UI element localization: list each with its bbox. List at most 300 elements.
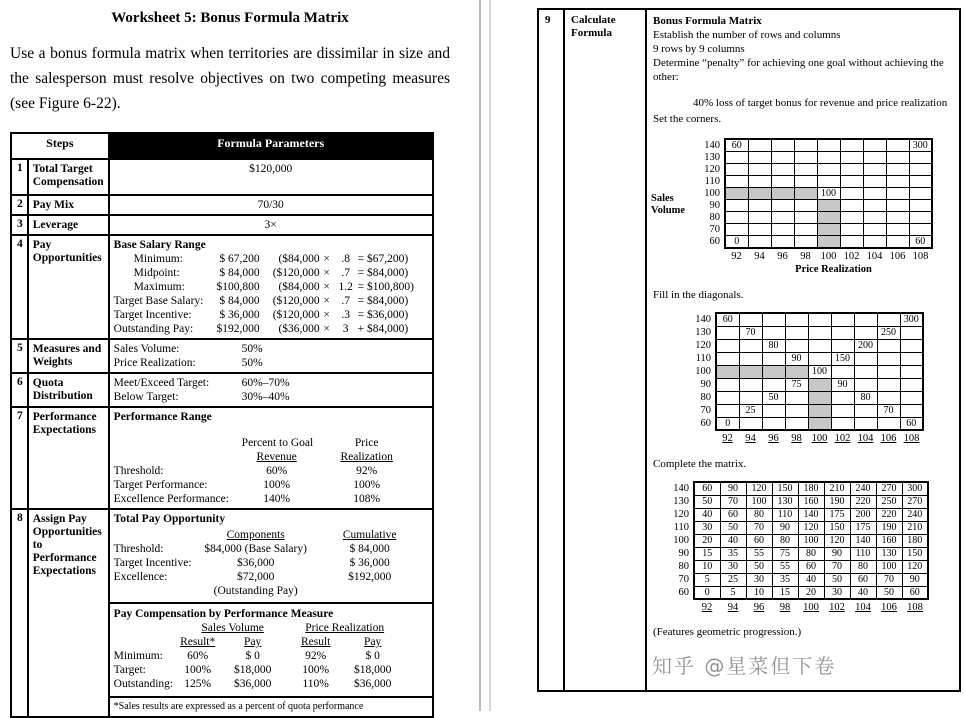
matrix-cell: 50	[720, 521, 746, 534]
formula-label: Maximum:	[133, 281, 185, 293]
matrix-cell: 270	[902, 495, 928, 508]
matrix-cell	[900, 339, 923, 352]
matrix-cell: 60	[798, 560, 824, 573]
matrix-cell: 150	[831, 352, 854, 365]
instruction-line: Determine “penalty” for achieving one goal without achieving the other:	[653, 57, 944, 83]
matrix-cell	[748, 212, 771, 224]
matrix-cell: 60	[716, 313, 739, 326]
formula-open-paren: ($84,000	[278, 281, 320, 293]
step-number: 4	[11, 235, 28, 339]
value: 100%	[184, 664, 212, 676]
matrix-cell	[785, 404, 808, 417]
matrix-cell: 180	[798, 482, 824, 495]
value: 100%	[353, 479, 381, 491]
matrix-cell: 60	[746, 534, 772, 547]
matrix-cell	[762, 365, 785, 378]
bonus-matrix-diagonals	[690, 312, 953, 444]
matrix-cell	[900, 378, 923, 391]
matrix-cell	[831, 326, 854, 339]
matrix-cell	[877, 417, 900, 430]
multiply-sign: ×	[323, 323, 330, 335]
matrix-cell	[785, 391, 808, 404]
matrix-cell	[771, 212, 794, 224]
matrix-cell: 75	[785, 378, 808, 391]
step-name: Pay Opportunities	[28, 235, 109, 339]
formula-factor: 3	[342, 323, 349, 335]
pay-compensation-line	[114, 663, 428, 677]
performance-range-heading: Performance Range	[113, 411, 212, 423]
matrix-row-label: 100	[695, 366, 711, 377]
multiply-sign: ×	[323, 267, 330, 279]
matrix-cell: 270	[876, 482, 902, 495]
row-label: Minimum:	[113, 650, 163, 662]
matrix-cell	[886, 176, 909, 188]
matrix-row-label: 80	[678, 561, 689, 572]
matrix-cell	[725, 152, 748, 164]
matrix-cell	[886, 200, 909, 212]
matrix-cell: 70	[877, 404, 900, 417]
matrix-cell	[877, 378, 900, 391]
measure-lines	[114, 342, 428, 370]
matrix-row-label: 110	[673, 522, 689, 533]
step-4-detail	[109, 235, 433, 339]
matrix-cell	[900, 404, 923, 417]
matrix-cell: 100	[876, 560, 902, 573]
matrix-cell: 90	[772, 521, 798, 534]
matrix-cell	[716, 378, 739, 391]
step-number: 9	[538, 9, 564, 691]
formula-amount: $ 67,200	[219, 253, 260, 265]
matrix-row-label: 140	[704, 139, 720, 151]
matrix-cell: 240	[902, 508, 928, 521]
matrix-cell	[854, 352, 877, 365]
measure-label: Sales Volume:	[113, 343, 180, 355]
value: 92%	[356, 465, 378, 477]
table-header-row	[11, 133, 433, 159]
pay-compensation-line	[114, 677, 428, 691]
row-label: Outstanding:	[113, 678, 174, 690]
matrix-cell	[739, 313, 762, 326]
matrix-cell	[794, 200, 817, 212]
matrix-cell	[716, 365, 739, 378]
matrix-cell: 55	[746, 547, 772, 560]
pay-opportunity-line	[114, 584, 428, 598]
matrix-cell: 80	[762, 339, 785, 352]
matrix-cell: 80	[850, 560, 876, 573]
formula-amount: $ 36,000	[219, 309, 260, 321]
col-header: Realization	[340, 451, 393, 463]
matrix-cell: 80	[746, 508, 772, 521]
matrix-cell	[716, 391, 739, 404]
value: (Outstanding Pay)	[213, 585, 298, 597]
bonus-formula-matrix-title: Bonus Formula Matrix	[653, 15, 762, 27]
matrix-cell: 90	[902, 573, 928, 586]
matrix-cell: 130	[876, 547, 902, 560]
matrix-col-label: 102	[843, 251, 860, 262]
sub-header: Result	[300, 636, 331, 648]
matrix-cell	[863, 164, 886, 176]
matrix-cell	[817, 200, 840, 212]
matrix-cell	[817, 176, 840, 188]
matrix-cell	[725, 212, 748, 224]
formula-open-paren: ($120,000	[272, 295, 320, 307]
row-label: Threshold:	[113, 543, 164, 555]
matrix-col-label: 96	[753, 602, 765, 613]
matrix-cell: 180	[902, 534, 928, 547]
performance-lines	[114, 464, 428, 506]
col-header: Revenue	[256, 451, 297, 463]
matrix-cell: 90	[831, 378, 854, 391]
matrix-col-label: 100	[811, 433, 828, 444]
matrix-cell: 210	[902, 521, 928, 534]
matrix-cell	[900, 326, 923, 339]
group-header: Price Realization	[305, 622, 385, 634]
sub-header-row	[114, 635, 428, 649]
performance-header-top	[114, 436, 428, 450]
matrix-col-label: 100	[820, 251, 837, 262]
matrix-cell	[785, 326, 808, 339]
left-page	[10, 10, 450, 718]
matrix-cell: 0	[694, 586, 720, 599]
matrix-cell	[840, 224, 863, 236]
formula-factor: .8	[341, 253, 350, 265]
matrix-cell	[771, 164, 794, 176]
formula-label: Minimum:	[133, 253, 183, 265]
y-axis-label: Sales Volume	[651, 193, 686, 216]
matrix-cell	[817, 152, 840, 164]
matrix-cell	[762, 404, 785, 417]
multiply-sign: ×	[323, 295, 330, 307]
matrix-col-label: 108	[907, 602, 923, 613]
matrix-caption: (Features geometric progression.)	[653, 626, 802, 638]
matrix-cell: 90	[720, 482, 746, 495]
matrix-cell	[748, 152, 771, 164]
matrix-cell	[863, 152, 886, 164]
matrix-cell	[771, 188, 794, 200]
formula-label: Target Base Salary:	[113, 295, 204, 307]
matrix-row-label: 60	[700, 418, 711, 429]
matrix-cell	[817, 236, 840, 249]
matrix-cell	[831, 339, 854, 352]
matrix-cell: 40	[720, 534, 746, 547]
right-page	[537, 8, 961, 692]
formula-line	[114, 280, 428, 294]
bonus-matrix-complete	[668, 481, 953, 613]
matrix-cell	[771, 236, 794, 249]
matrix-cell	[808, 378, 831, 391]
pay-compensation-heading: Pay Compensation by Performance Measure	[113, 608, 334, 620]
value: $36,000	[233, 678, 272, 690]
total-pay-opportunity-heading: Total Pay Opportunity	[113, 513, 226, 525]
matrix-cell	[771, 176, 794, 188]
matrix-cell	[739, 352, 762, 365]
matrix-cell: 40	[694, 508, 720, 521]
matrix-cell	[831, 417, 854, 430]
formula-factor: .3	[341, 309, 350, 321]
matrix-cell: 150	[824, 521, 850, 534]
col-header: Price	[354, 437, 379, 449]
matrix-cell	[794, 152, 817, 164]
pay-opportunity-header	[114, 528, 428, 542]
step-name: Leverage	[28, 215, 109, 235]
value: $ 0	[365, 650, 380, 662]
step-number: 3	[11, 215, 28, 235]
matrix-col-label: 100	[803, 602, 819, 613]
formula-result: = $67,200)	[357, 253, 409, 265]
matrix-cell	[794, 188, 817, 200]
matrix-cell: 175	[850, 521, 876, 534]
matrix-cell: 200	[850, 508, 876, 521]
formula-line	[114, 252, 428, 266]
matrix-cell	[748, 176, 771, 188]
pay-opportunity-line	[114, 556, 428, 570]
formula-amount: $192,000	[216, 323, 260, 335]
matrix-cell: 40	[798, 573, 824, 586]
step-number: 1	[11, 159, 28, 195]
matrix-cell	[840, 212, 863, 224]
formula-lines	[114, 252, 428, 336]
matrix-cell	[854, 313, 877, 326]
sub-header: Pay	[244, 636, 262, 648]
matrix-cell: 300	[900, 313, 923, 326]
row-label: Target Performance:	[113, 479, 208, 491]
matrix-cell: 75	[772, 547, 798, 560]
matrix-cell: 70	[739, 326, 762, 339]
matrix-cell	[762, 417, 785, 430]
matrix-row-label: 120	[673, 509, 689, 520]
matrix-cell	[739, 365, 762, 378]
steps-header: Steps	[11, 133, 109, 159]
matrix-cell: 120	[902, 560, 928, 573]
matrix-cell	[840, 164, 863, 176]
formula-factor: .7	[341, 295, 350, 307]
matrix-cell: 120	[798, 521, 824, 534]
matrix-cell: 25	[739, 404, 762, 417]
table-row-3	[11, 215, 433, 235]
matrix-col-label: 96	[777, 251, 788, 262]
matrix-row-label: 120	[704, 164, 720, 175]
matrix-cell: 70	[876, 573, 902, 586]
matrix-row-label: 120	[695, 340, 711, 351]
matrix-cell	[725, 176, 748, 188]
base-salary-range-heading: Base Salary Range	[113, 239, 206, 251]
matrix-cell: 5	[694, 573, 720, 586]
value: 60%	[266, 465, 288, 477]
matrix-diagonals-block	[690, 312, 953, 444]
row-label: Target:	[113, 664, 146, 676]
pay-compensation-section	[110, 602, 432, 691]
value: $36,000	[236, 557, 275, 569]
matrix-cell: 175	[824, 508, 850, 521]
formula-line	[114, 322, 428, 336]
matrix-row-label: 140	[695, 314, 711, 325]
matrix-cell: 110	[772, 508, 798, 521]
quota-value: 60%–70%	[241, 377, 290, 389]
matrix-cell	[877, 352, 900, 365]
matrix-cell	[863, 224, 886, 236]
matrix-cell: 15	[772, 586, 798, 599]
matrix-cell	[748, 236, 771, 249]
instruction-line: 9 rows by 9 columns	[653, 43, 745, 55]
matrix-cell	[840, 176, 863, 188]
row-label: Target Incentive:	[113, 557, 192, 569]
formula-line	[114, 294, 428, 308]
watermark: 知乎 @星菜但下卷	[652, 654, 837, 678]
matrix-cell	[840, 188, 863, 200]
matrix-cell	[785, 339, 808, 352]
matrix-cell	[725, 200, 748, 212]
matrix-cell: 300	[909, 139, 932, 152]
matrix-cell: 50	[876, 586, 902, 599]
value: $72,000	[236, 571, 275, 583]
matrix-col-label: 104	[866, 251, 883, 262]
formula-factor: .7	[341, 267, 350, 279]
matrix-cell	[794, 176, 817, 188]
matrix-col-label: 98	[791, 433, 802, 444]
value: 140%	[263, 493, 291, 505]
matrix-cell: 60	[725, 139, 748, 152]
matrix-cell: 300	[902, 482, 928, 495]
formula-factor: 1.2	[338, 281, 353, 293]
multiply-sign: ×	[323, 281, 330, 293]
matrix-cell: 160	[876, 534, 902, 547]
matrix-cell: 190	[876, 521, 902, 534]
matrix-cell	[794, 212, 817, 224]
step-9-content	[646, 9, 960, 691]
matrix-row-label: 70	[678, 574, 689, 585]
matrix-cell: 60	[902, 586, 928, 599]
formula-result: = $36,000)	[357, 309, 409, 321]
matrix-cell	[748, 164, 771, 176]
sub-header: Pay	[364, 636, 382, 648]
matrix-cell: 100	[798, 534, 824, 547]
matrix-cell: 0	[716, 417, 739, 430]
matrix-cell	[877, 391, 900, 404]
quota-line	[114, 376, 428, 390]
matrix-cell: 200	[854, 339, 877, 352]
matrix-col-label: 92	[701, 602, 713, 613]
formula-open-paren: ($84,000	[278, 253, 320, 265]
matrix-cell	[863, 139, 886, 152]
matrix-col-label: 102	[829, 602, 845, 613]
matrix-complete-block	[668, 481, 953, 613]
quota-line	[114, 390, 428, 404]
matrix-cell	[808, 326, 831, 339]
matrix-row-label: 140	[673, 483, 689, 494]
matrix-col-label: 106	[880, 433, 897, 444]
matrix-cell	[808, 313, 831, 326]
matrix-cell	[863, 212, 886, 224]
matrix-cell	[854, 417, 877, 430]
matrix-row-label: 100	[704, 188, 720, 199]
matrix-cell: 55	[772, 560, 798, 573]
x-axis-label: Price Realization	[795, 264, 872, 275]
value: 100%	[263, 479, 291, 491]
matrix-cell	[886, 212, 909, 224]
matrix-cell	[863, 176, 886, 188]
matrix-cell: 160	[798, 495, 824, 508]
matrix-cell	[854, 326, 877, 339]
step-name: Pay Mix	[28, 195, 109, 215]
matrix-col-label: 96	[768, 433, 779, 444]
matrix-col-label: 98	[779, 602, 791, 613]
matrix-cell	[909, 176, 932, 188]
table-row-6	[11, 373, 433, 407]
matrix-cell	[877, 313, 900, 326]
penalty-note: 40% loss of target bonus for revenue and price realization	[693, 97, 948, 109]
matrix-col-label: 106	[881, 602, 897, 613]
complete-matrix-line: Complete the matrix.	[653, 458, 747, 470]
formula-result: = $84,000)	[357, 267, 409, 279]
matrix-cell: 20	[798, 586, 824, 599]
step-7-detail	[109, 407, 433, 509]
matrix-cell	[831, 404, 854, 417]
matrix-cell: 0	[725, 236, 748, 249]
matrix-cell: 60	[909, 236, 932, 249]
step-5-detail	[109, 339, 433, 373]
matrix-cell: 30	[720, 560, 746, 573]
matrix-cell	[909, 152, 932, 164]
matrix-cell: 240	[850, 482, 876, 495]
matrix-cell	[886, 236, 909, 249]
performance-line	[114, 478, 428, 492]
matrix-cell	[909, 164, 932, 176]
pay-opportunity-line	[114, 542, 428, 556]
matrix-cell: 50	[694, 495, 720, 508]
matrix-cell	[817, 164, 840, 176]
matrix-cell	[808, 417, 831, 430]
formula-result: + $84,000)	[357, 323, 409, 335]
performance-line	[114, 492, 428, 506]
matrix-cell: 130	[772, 495, 798, 508]
table-row-8	[11, 509, 433, 717]
matrix-grid	[699, 138, 933, 262]
matrix-cell	[886, 139, 909, 152]
matrix-cell: 30	[694, 521, 720, 534]
matrix-cell: 50	[824, 573, 850, 586]
formula-label: Outstanding Pay:	[113, 323, 194, 335]
matrix-cell	[739, 378, 762, 391]
table-row-5	[11, 339, 433, 373]
value: $84,000 (Base Salary)	[204, 543, 307, 555]
matrix-col-label: 92	[731, 251, 742, 262]
matrix-cell: 50	[746, 560, 772, 573]
matrix-cell	[771, 139, 794, 152]
row-label: Threshold:	[113, 465, 164, 477]
value: $192,000	[348, 571, 392, 583]
matrix-cell	[900, 365, 923, 378]
matrix-col-label: 108	[912, 251, 929, 262]
matrix-cell	[886, 164, 909, 176]
matrix-cell: 5	[720, 586, 746, 599]
group-header: Sales Volume	[201, 622, 264, 634]
matrix-row-label: 90	[709, 200, 720, 211]
matrix-col-label: 104	[855, 602, 871, 613]
value: 60%	[187, 650, 209, 662]
multiply-sign: ×	[323, 309, 330, 321]
value: $36,000	[353, 678, 392, 690]
matrix-col-label: 94	[745, 433, 756, 444]
matrix-row-label: 80	[700, 392, 711, 403]
value: $ 84,000	[349, 543, 390, 555]
matrix-cell	[748, 224, 771, 236]
table-row-2	[11, 195, 433, 215]
quota-value: 30%–40%	[241, 391, 290, 403]
step-number: 2	[11, 195, 28, 215]
formula-open-paren: ($120,000	[272, 309, 320, 321]
matrix-cell	[854, 378, 877, 391]
step-9-table	[537, 8, 961, 692]
